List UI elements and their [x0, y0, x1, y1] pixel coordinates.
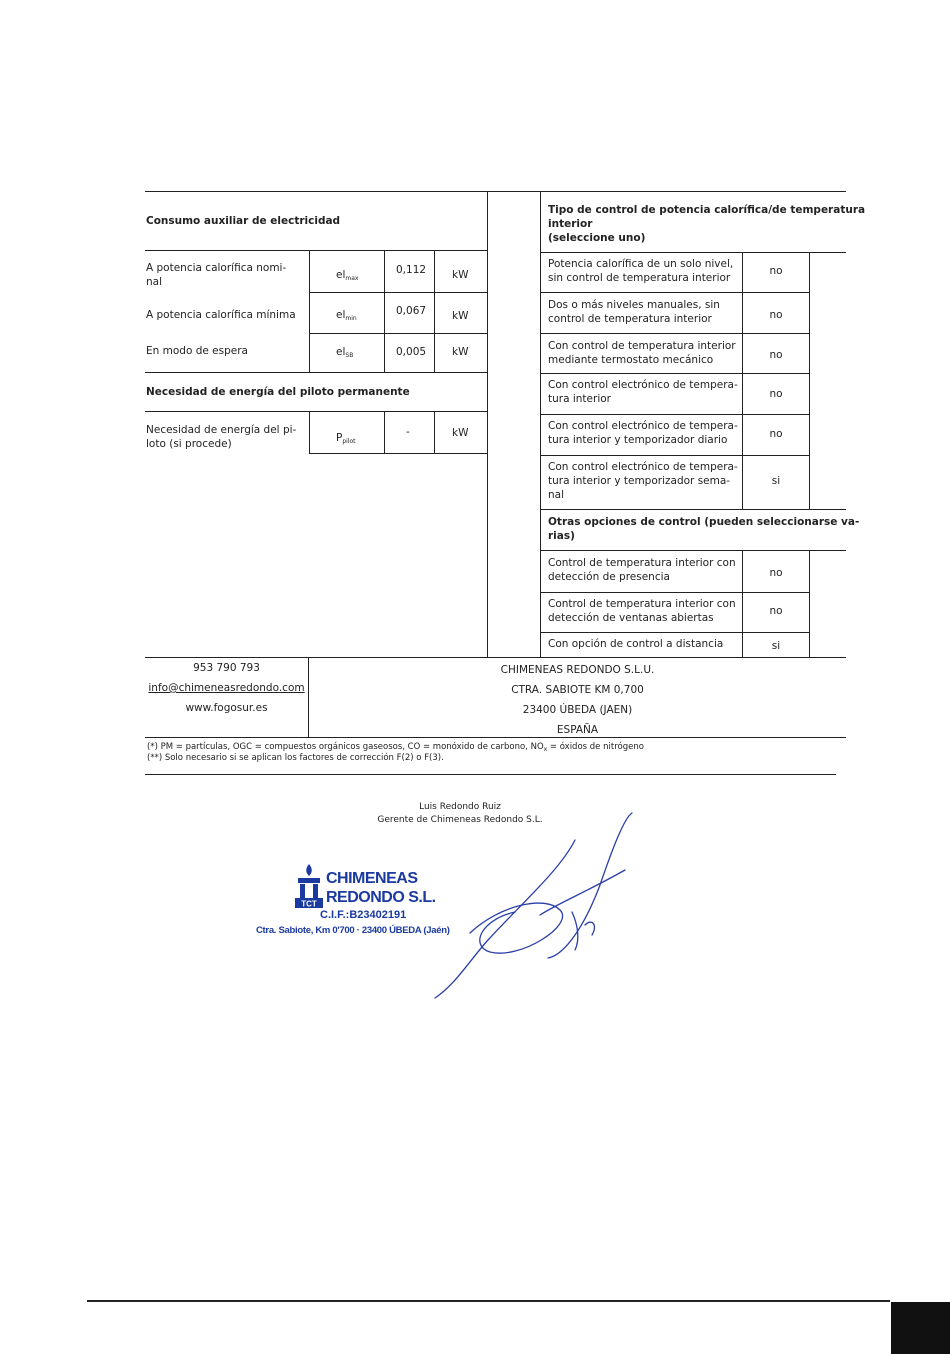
control-label-cont: detección de ventanas abiertas — [548, 612, 714, 624]
company-name: CHIMENEAS REDONDO S.L.U. — [500, 664, 655, 676]
control-label: Con opción de control a distancia — [548, 638, 724, 650]
footer-rule — [87, 1300, 890, 1302]
aux-value: 0,112 — [396, 264, 427, 276]
aux-symbol: $el_{min}$ — [336, 309, 357, 322]
control-label-cont: tura interior — [548, 393, 611, 405]
control-label-cont: tura interior y temporizador diario — [548, 434, 728, 446]
pilot-symbol: $P_{pilot}$ — [336, 432, 356, 445]
control-label-cont: tura interior y temporizador sema- — [548, 475, 731, 487]
aux-symbol: $el_{SB}$ — [336, 346, 354, 359]
control-label: Con control electrónico de tempera- — [548, 420, 738, 432]
control-section-subtitle: (seleccione uno) — [548, 232, 646, 244]
contact-email-link[interactable]: info@chimeneasredondo.com — [148, 682, 305, 694]
control-label-cont: sin control de temperatura interior — [548, 272, 731, 284]
control-value: si — [771, 640, 781, 652]
control-label: Con control electrónico de tempera- — [548, 379, 738, 391]
control-value: no — [769, 567, 783, 579]
other-options-title: Otras opciones de control (pueden seleccionarse va- — [548, 516, 860, 528]
aux-value: 0,067 — [396, 305, 427, 317]
control-label-cont: mediante termostato mecánico — [548, 354, 714, 366]
other-options-title-cont: rias) — [548, 530, 575, 542]
company-address: CTRA. SABIOTE KM 0,700 — [511, 684, 644, 696]
company-country: ESPAÑA — [556, 724, 599, 736]
control-label: Potencia calorífica de un solo nivel, — [548, 258, 734, 270]
control-section-title: Tipo de control de potencia calorífica/de temperatura — [548, 204, 866, 216]
svg-text:TCT: TCT — [301, 899, 317, 909]
pilot-label: Necesidad de energía del pi- — [146, 424, 297, 436]
footnote-1: (*) PM = partículas, OGC = compuestos orgánicos gaseosos, CO = monóxido de carbono, $NO_x$ = óxidos de nitrógeno — [147, 742, 644, 753]
control-section-title-cont: interior — [548, 218, 593, 230]
page-number-box — [891, 1302, 950, 1354]
signatory-role: Gerente de Chimeneas Redondo S.L. — [377, 815, 543, 825]
pilot-value: - — [406, 426, 410, 438]
footnote-2: (**) Solo necesario si se aplican los factores de corrección F(2) o F(3). — [147, 753, 444, 763]
control-label: Control de temperatura interior con — [548, 557, 736, 569]
aux-unit: kW — [452, 310, 469, 322]
aux-label: A potencia calorífica nomi- — [146, 262, 287, 274]
company-city: 23400 ÚBEDA (JAEN) — [522, 704, 633, 716]
aux-label: A potencia calorífica mínima — [146, 309, 296, 321]
aux-symbol: $el_{max}$ — [336, 269, 359, 282]
control-label-cont: detección de presencia — [548, 571, 670, 583]
control-label: Con control de temperatura interior — [548, 340, 736, 352]
aux-unit: kW — [452, 346, 469, 358]
control-value: si — [771, 475, 781, 487]
control-label-cont: nal — [548, 489, 565, 501]
control-label: Dos o más niveles manuales, sin — [548, 299, 720, 311]
control-label-cont: control de temperatura interior — [548, 313, 712, 325]
aux-unit: kW — [452, 269, 469, 281]
stamp-brand-line2: REDONDO S.L. — [326, 889, 436, 906]
pilot-label-cont: loto (si procede) — [146, 438, 232, 450]
control-value: no — [769, 605, 783, 617]
pilot-section-title: Necesidad de energía del piloto permanente — [146, 386, 410, 398]
aux-value: 0,005 — [396, 346, 427, 358]
control-label: Control de temperatura interior con — [548, 598, 736, 610]
aux-label: En modo de espera — [146, 345, 248, 357]
contact-website-link[interactable]: www.fogosur.es — [185, 702, 268, 714]
control-value: no — [769, 388, 783, 400]
control-label: Con control electrónico de tempera- — [548, 461, 738, 473]
stamp-address: Ctra. Sabiote, Km 0'700 · 23400 ÚBEDA (Jaén) — [256, 925, 450, 936]
control-value: no — [769, 265, 783, 277]
contact-phone: 953 790 793 — [193, 662, 260, 674]
control-value: no — [769, 309, 783, 321]
aux-section-title: Consumo auxiliar de electricidad — [146, 215, 341, 227]
control-value: no — [769, 349, 783, 361]
aux-label-cont: nal — [146, 276, 163, 288]
control-value: no — [769, 428, 783, 440]
stamp-logo-icon — [294, 862, 324, 910]
stamp-cif: C.I.F.:B23402191 — [320, 909, 407, 921]
stamp-brand-line1: CHIMENEAS — [326, 870, 418, 887]
signatory-name: Luis Redondo Ruiz — [419, 802, 501, 812]
pilot-unit: kW — [452, 427, 469, 439]
